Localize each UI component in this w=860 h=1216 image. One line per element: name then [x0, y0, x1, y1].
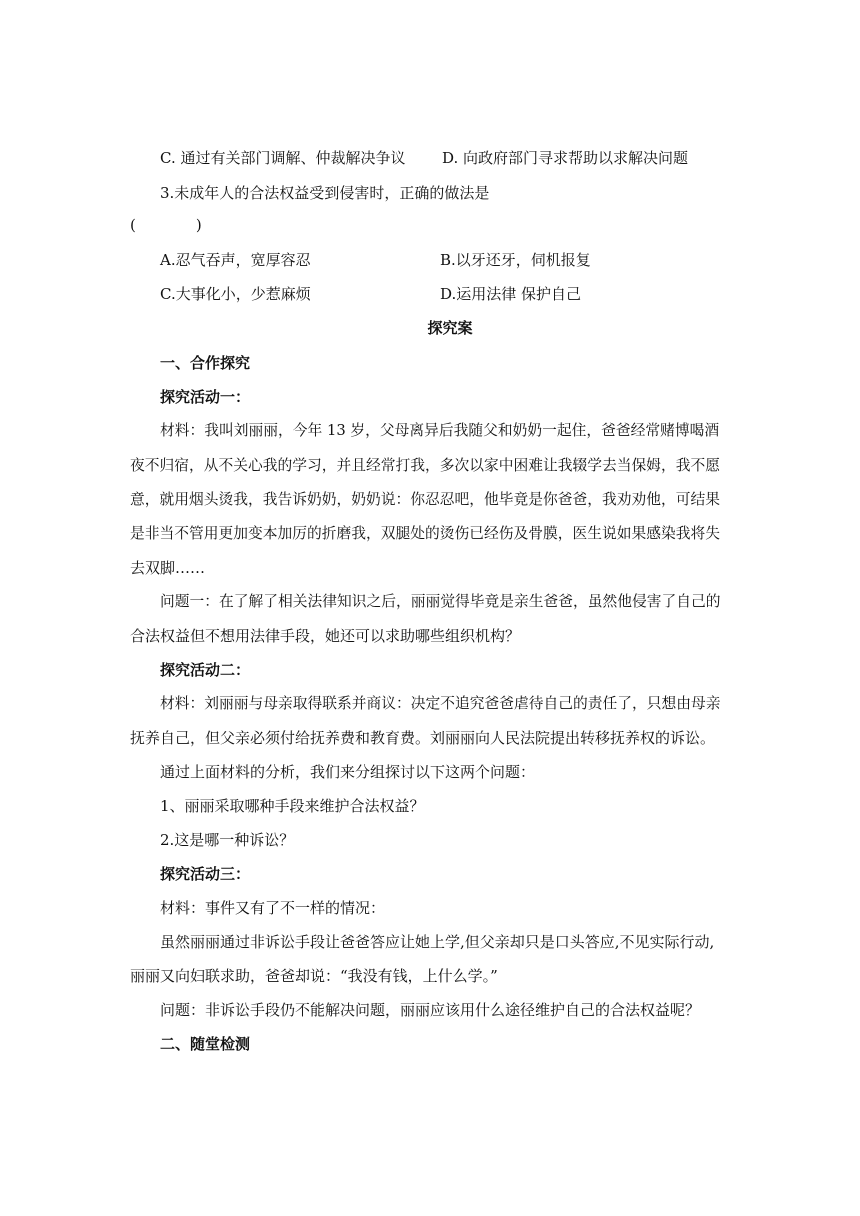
activity-3-story-line: 虽然丽丽通过非诉讼手段让爸爸答应让她上学,但父亲却只是口头答应,不见实际行动, [160, 933, 715, 951]
question-3-option-c: C.大事化小，少惹麻烦 [160, 285, 311, 303]
activity-3-question: 问题：非诉讼手段仍不能解决问题，丽丽应该用什么途径维护自己的合法权益呢？ [160, 1001, 701, 1019]
option-c-prev: C. 通过有关部门调解、仲裁解决争议 [160, 149, 406, 167]
activity-1-question-line: 合法权益但不想用法律手段，她还可以求助哪些组织机构？ [130, 627, 521, 645]
question-3-option-a: A.忍气吞声，宽厚容忍 [160, 251, 311, 269]
activity-2-heading: 探究活动二： [160, 661, 251, 679]
activity-1-material-line: 意，就用烟头烫我，我告诉奶奶，奶奶说：你忍忍吧，他毕竟是你爸爸，我劝劝他，可结果 [130, 491, 720, 508]
question-3-stem: 3.未成年人的合法权益受到侵害时，正确的做法是 [160, 184, 490, 202]
activity-3-story-line: 丽丽又向妇联求助，爸爸却说：“我没有钱，上什么学。” [130, 967, 498, 985]
option-d-prev: D. 向政府部门寻求帮助以求解决问题 [442, 149, 689, 167]
activity-2-material-line: 抚养自己，但父亲必须付给抚养费和教育费。刘丽丽向人民法院提出转移抚养权的诉讼。 [130, 729, 716, 747]
activity-1-question-line: 问题一：在了解了相关法律知识之后，丽丽觉得毕竟是亲生爸爸，虽然他侵害了自己的 [160, 593, 721, 610]
question-3-blank: ( ) [130, 216, 202, 234]
activity-3-material: 材料：事件又有了不一样的情况： [160, 899, 386, 917]
activity-3-heading: 探究活动三： [160, 865, 251, 883]
activity-1-material-line: 夜不归宿，从不关心我的学习，并且经常打我，多次以家中困难让我辍学去当保姆，我不愿 [130, 457, 720, 474]
activity-2-question-1: 1、丽丽采取哪种手段来维护合法权益？ [160, 797, 425, 815]
question-3-option-b: B.以牙还牙，伺机报复 [440, 251, 591, 269]
activity-2-intro: 通过上面材料的分析，我们来分组探讨以下这两个问题： [160, 763, 536, 781]
activity-1-heading: 探究活动一： [160, 388, 251, 406]
section-title: 探究案 [427, 319, 473, 337]
part-2-heading: 二、随堂检测 [160, 1035, 251, 1053]
activity-2-material-line: 材料：刘丽丽与母亲取得联系并商议：决定不追究爸爸虐待自己的责任了，只想由母亲 [160, 695, 721, 712]
activity-1-material-line: 材料：我叫刘丽丽，今年 13 岁，父母离异后我随父和奶奶一起住，爸爸经常赌博喝酒 [160, 422, 720, 439]
activity-2-question-2: 2.这是哪一种诉讼？ [160, 831, 295, 849]
activity-1-material-line: 是非当不管用更加变本加厉的折磨我，双腿处的烫伤已经伤及骨膜，医生说如果感染我将失 [130, 525, 720, 542]
question-3-option-d: D.运用法律 保护自己 [440, 285, 582, 303]
part-1-heading: 一、合作探究 [160, 354, 251, 372]
activity-1-material-line: 去双脚…… [130, 559, 206, 577]
